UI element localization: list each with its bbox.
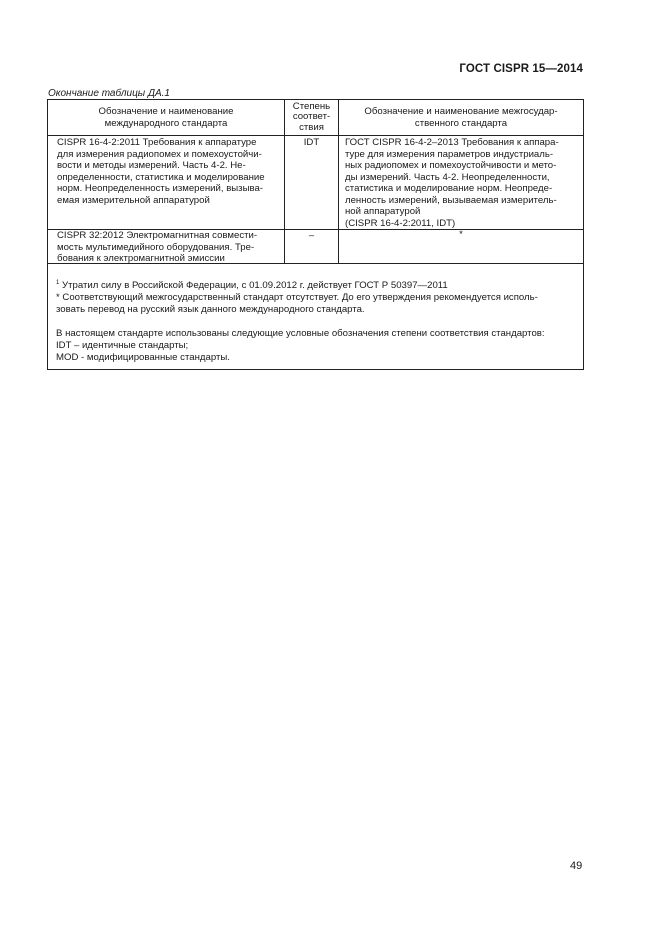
legend-intro: В настоящем стандарте использованы следующие условные обозначения степени соответствия стандартов: — [56, 328, 545, 340]
header-interstate-standard: Обозначение и наименование межгосудар- ственного стандарта — [364, 106, 558, 129]
document-header: ГОСТ CISPR 15—2014 — [459, 63, 583, 75]
row2-degree: – — [308, 230, 315, 241]
row2-intl-standard: CISPR 32:2012 Электромагнитная совмести- мость мультимедийного оборудования. Тре- бования к электромагнитной эмиссии — [57, 230, 258, 264]
legend-mod: MOD - модифицированные стандарты. — [56, 352, 230, 364]
footnote-1: $^1$ Утратил силу в Российской Федерации, с 01.09.2012 г. действует ГОСТ Р 50397—2011 — [56, 280, 448, 292]
row1-interstate-standard: ГОСТ CISPR 16-4-2–2013 Требования к аппара- туре для измерения параметров индустриаль- ных радиопомех и помехоустойчивости и мето- ды измерений. Часть 4-2. Неопределенности, статистика и моделирование норм. Неопреде- ленность измерений, вызываемая измеритель- ной аппаратурой (CISPR 16-4-2:2011, IDT) — [345, 137, 559, 229]
table-notes — [56, 277, 576, 364]
legend-idt: IDT – идентичные стандарты; — [56, 340, 189, 352]
table-caption: Окончание таблицы ДА.1 — [48, 88, 170, 99]
page-number: 49 — [570, 860, 583, 872]
header-intl-standard: Обозначение и наименование международного стандарта — [98, 106, 234, 129]
row1-degree: IDT — [303, 137, 320, 148]
footnote-2: * Соответствующий межгосударственный стандарт отсутствует. До его утверждения рекомендуется исполь- зовать перевод на русский язык данного международного стандарта. — [56, 292, 538, 316]
standards-table — [47, 99, 584, 370]
header-degree: Степень соответ- ствия — [292, 100, 331, 133]
row1-intl-standard: CISPR 16-4-2:2011 Требования к аппаратуре для измерения радиопомех и помехоустойчи- вости и методы измерений. Часть 4-2. Не- определенности, статистика и моделирование норм. Неопределенность измерений, вызыва- емая измерительной аппаратурой — [57, 137, 265, 206]
row2-interstate-standard: * — [459, 229, 463, 240]
